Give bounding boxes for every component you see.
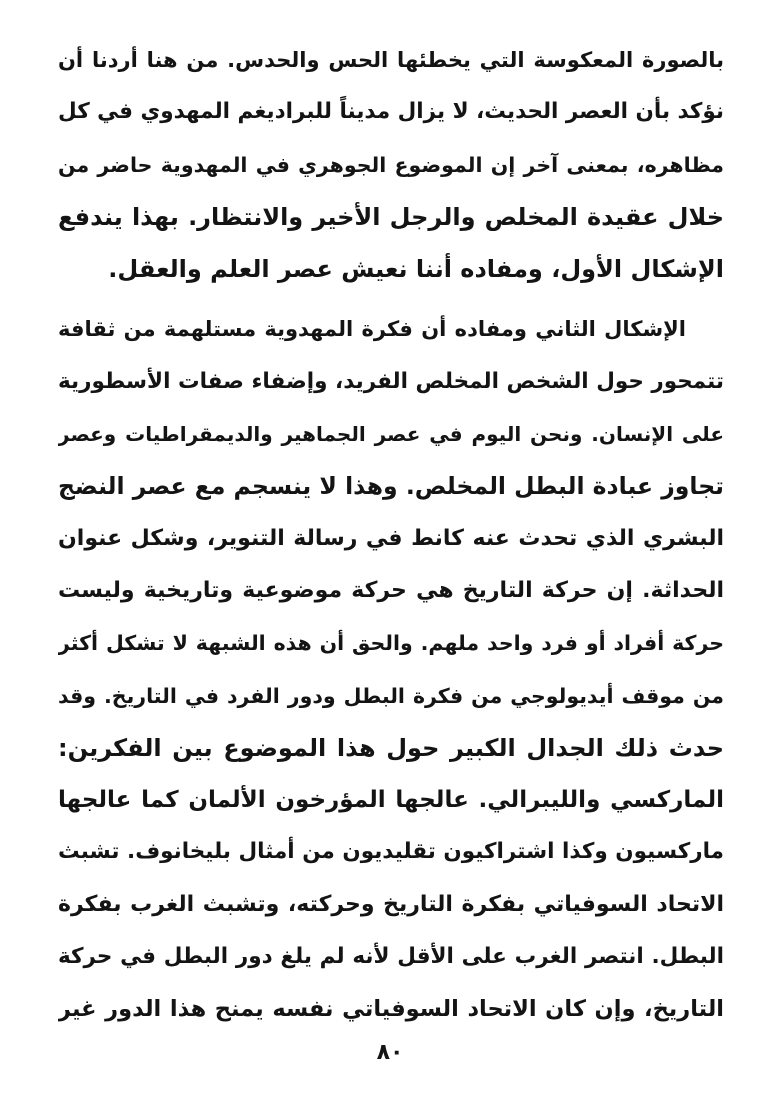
paragraph-spacer xyxy=(58,295,724,303)
paragraph-1 xyxy=(58,34,724,295)
text-line: حركة أفراد أو فرد واحد ملهم. والحق أن هذه الشبهة لا تشكل أكثر xyxy=(58,631,724,656)
text-line: ماركسيون وكذا اشتراكيون تقليديون من أمثال بليخانوف. تشبث xyxy=(58,839,724,865)
text-line: خلال عقيدة المخلص والرجل الأخير والانتظار. بهذا يندفع xyxy=(58,202,724,231)
text-line: بالصورة المعكوسة التي يخطئها الحس والحدس. من هنا أردنا أن xyxy=(58,48,724,72)
text-line: التاريخ، وإن كان الاتحاد السوفياتي نفسه يمنح هذا الدور غير xyxy=(58,996,724,1023)
text-line: الحداثة. إن حركة التاريخ هي حركة موضوعية وتاريخية وليست xyxy=(58,577,724,603)
text-line: البشري الذي تحدث عنه كانط في رسالة التنوير، وشكل عنوان xyxy=(58,525,724,551)
text-line: حدث ذلك الجدال الكبير حول هذا الموضوع بين الفكرين: xyxy=(58,733,724,762)
text-line: من موقف أيديولوجي من فكرة البطل ودور الفرد في التاريخ. وقد xyxy=(58,683,724,708)
page-number: ٨٠ xyxy=(376,1040,404,1065)
text-line: على الإنسان. ونحن اليوم في عصر الجماهير والديمقراطيات وعصر xyxy=(58,422,724,447)
text-line: نؤكد بأن العصر الحديث، لا يزال مديناً للبراديغم المهدوي في كل xyxy=(58,99,724,125)
text-line: الاتحاد السوفياتي بفكرة التاريخ وحركته، وتشبث الغرب بفكرة xyxy=(58,891,724,917)
page-body xyxy=(58,34,724,1036)
text-line: الإشكال الثاني ومفاده أن فكرة المهدوية مستلهمة من ثقافة xyxy=(58,317,686,342)
text-line: الماركسي والليبرالي. عالجها المؤرخون الألمان كما عالجها xyxy=(58,787,724,814)
paragraph-2 xyxy=(58,303,724,1035)
text-line: البطل. انتصر الغرب على الأقل لأنه لم يلغ دور البطل في حركة xyxy=(58,944,724,970)
text-line: الإشكال الأول، ومفاده أننا نعيش عصر العلم والعقل. xyxy=(108,255,724,284)
text-line: تجاوز عبادة البطل المخلص. وهذا لا ينسجم مع عصر النضج xyxy=(58,472,724,501)
text-line: تتمحور حول الشخص المخلص الفريد، وإضفاء صفات الأسطورية xyxy=(58,368,724,394)
text-line: مظاهره، بمعنى آخر إن الموضوع الجوهري في المهدوية حاضر من xyxy=(58,152,724,177)
